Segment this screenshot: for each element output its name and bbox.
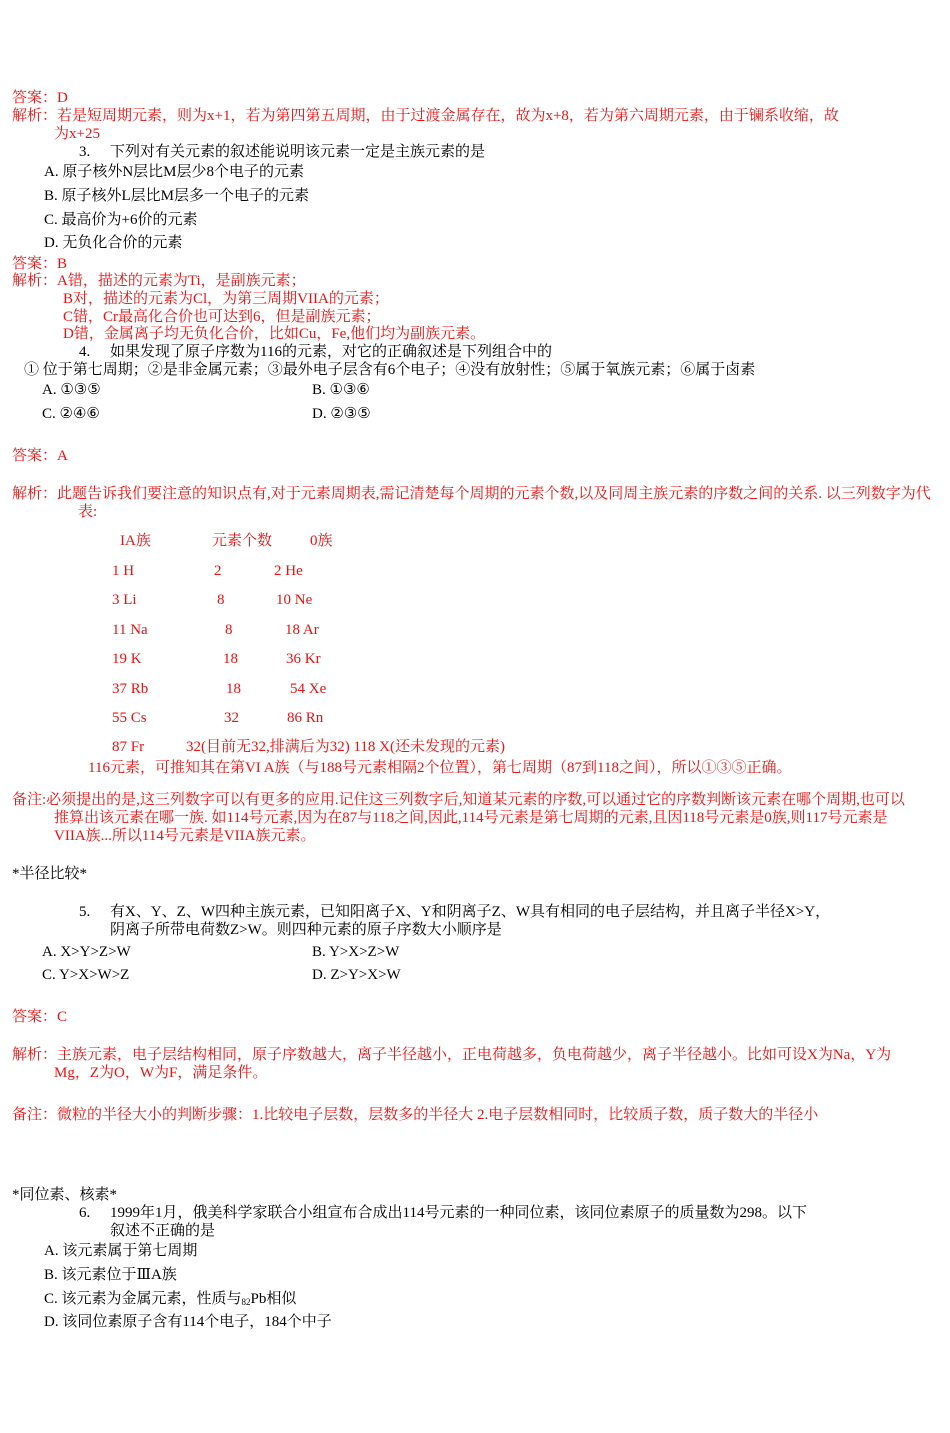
q3-stem: 下列对有关元素的叙述能说明该元素一定是主族元素的是: [110, 144, 486, 160]
q6-option-a: A. 该元素属于第七周期: [44, 1243, 198, 1259]
table-cell: 32(目前无32,排满后为32) 118 X(还未发现的元素): [186, 739, 506, 755]
q3-option-a: A. 原子核外N层比M层少8个电子的元素: [44, 164, 305, 180]
q3-option-c: C. 最高价为+6价的元素: [44, 212, 198, 228]
table-cell: 18: [223, 651, 238, 667]
q4-statements: ① 位于第七周期；②是非金属元素；③最外电子层含有6个电子；④没有放射性；⑤属于氧族元素；⑥属于卤素: [24, 362, 756, 378]
table-cell: 8: [217, 592, 225, 608]
table-header-count: 元素个数: [212, 533, 273, 549]
q3-analysis-a: 解析：A错，描述的元素为Ti，是副族元素；: [12, 273, 306, 289]
q6-number: 6.: [79, 1205, 91, 1221]
table-cell: 11 Na: [112, 622, 148, 638]
table-cell: 36 Kr: [286, 651, 321, 667]
table-cell: 10 Ne: [276, 592, 313, 608]
table-header-ia: IA族: [120, 533, 151, 549]
q2-answer: 答案：D: [12, 90, 68, 106]
table-cell: 1 H: [112, 563, 135, 579]
q6-option-b: B. 该元素位于ⅢA族: [44, 1267, 177, 1283]
table-cell: 32: [224, 710, 239, 726]
q5-option-d: D. Z>Y>X>W: [312, 967, 401, 983]
q6-option-c-atomic-number: 82: [241, 1297, 251, 1307]
q6-option-d: D. 该同位素原子含有114个电子，184个中子: [44, 1314, 332, 1330]
table-cell: 18 Ar: [285, 622, 319, 638]
table-cell: 87 Fr: [112, 739, 145, 755]
table-cell: 18: [226, 681, 241, 697]
q4-option-a: A. ①③⑤: [42, 382, 101, 398]
q4-option-d: D. ②③⑤: [312, 406, 371, 422]
q3-answer: 答案：B: [12, 256, 68, 272]
q2-analysis-line1: 解析：若是短周期元素，则为x+1，若为第四第五周期，由于过渡金属存在，故为x+8，若为第六周期元素，由于镧系收缩，故: [12, 108, 839, 124]
q2-analysis-line2: 为x+25: [54, 126, 100, 142]
q4-note: 备注:必须提出的是,这三列数字可以有更多的应用.记住这三列数字后,知道某元素的序数,可以通过它的序数判断该元素在哪个周期,也可以推算出该元素在哪一族. 如114号元素,因为在87与118之间,因此,114号元素是第七周期的元素,且因118号元素是0族,则117号元素是VIIA族...所以114号元素是VIIA族元素。: [12, 792, 905, 844]
q3-analysis-b: B对，描述的元素为Cl，为第三周期VIIA的元素；: [63, 291, 389, 307]
q6-stem-line1: 1999年1月，俄美科学家联合小组宣布合成出114号元素的一种同位素，该同位素原子的质量数为298。以下: [110, 1205, 807, 1221]
table-cell: 2: [214, 563, 222, 579]
q5-stem-line1: 有X、Y、Z、W四种主族元素，已知阳离子X、Y和阴离子Z、W具有相同的电子层结构，并且离子半径X>Y，: [110, 904, 831, 920]
q5-number: 5.: [79, 904, 91, 920]
q4-option-b: B. ①③⑥: [312, 382, 370, 398]
q5-analysis: 解析：主族元素，电子层结构相同，原子序数越大，离子半径越小，正电荷越多，负电荷越少，离子半径越小。比如可设X为Na，Y为Mg，Z为O，W为F，满足条件。: [12, 1047, 892, 1081]
q4-option-c: C. ②④⑥: [42, 406, 100, 422]
q6-option-c-element: Pb相似: [250, 1291, 297, 1307]
q4-number: 4.: [79, 344, 91, 360]
q6-option-c-text: C. 该元素为金属元素，性质与: [44, 1291, 242, 1307]
section-heading-radius: *半径比较*: [12, 866, 88, 882]
q4-analysis: 解析：此题告诉我们要注意的知识点有,对于元素周期表,需记清楚每个周期的元素个数,以及同周主族元素的序数之间的关系. 以三列数字为代表:: [12, 486, 931, 520]
table-cell: 3 Li: [112, 592, 137, 608]
table-cell: 2 He: [274, 563, 303, 579]
table-cell: 19 K: [112, 651, 142, 667]
table-cell: 54 Xe: [290, 681, 327, 697]
q3-number: 3.: [79, 144, 91, 160]
q3-analysis-d: D错，金属离子均无负化合价，比如Cu，Fe,他们均为副族元素。: [63, 326, 486, 342]
q5-answer: 答案：C: [12, 1009, 68, 1025]
q4-stem: 如果发现了原子序数为116的元素，对它的正确叙述是下列组合中的: [110, 344, 552, 360]
q3-analysis-c: C错，Cr最高化合价也可达到6，但是副族元素；: [63, 309, 381, 325]
q3-option-b: B. 原子核外L层比M层多一个电子的元素: [44, 188, 310, 204]
q5-option-c: C. Y>X>W>Z: [42, 967, 130, 983]
q5-option-a: A. X>Y>Z>W: [42, 944, 131, 960]
table-cell: 8: [225, 622, 233, 638]
q6-stem-line2: 叙述不正确的是: [110, 1223, 216, 1239]
q5-note: 备注：微粒的半径大小的判断步骤：1.比较电子层数，层数多的半径大 2.电子层数相同时，比较质子数，质子数大的半径小: [12, 1107, 819, 1123]
q5-option-b: B. Y>X>Z>W: [312, 944, 400, 960]
q4-conclusion: 116元素，可推知其在第VI A族（与188号元素相隔2个位置），第七周期（87到118之间），所以①③⑤正确。: [88, 760, 792, 776]
section-heading-isotope: *同位素、核素*: [12, 1187, 118, 1203]
table-header-zero: 0族: [310, 533, 333, 549]
table-cell: 86 Rn: [287, 710, 324, 726]
table-cell: 37 Rb: [112, 681, 149, 697]
q6-option-c: [44, 1290, 296, 1311]
q3-option-d: D. 无负化合价的元素: [44, 235, 183, 251]
q5-stem-line2: 阴离子所带电荷数Z>W。则四种元素的原子序数大小顺序是: [110, 922, 502, 938]
table-cell: 55 Cs: [112, 710, 147, 726]
q4-answer: 答案：A: [12, 448, 68, 464]
